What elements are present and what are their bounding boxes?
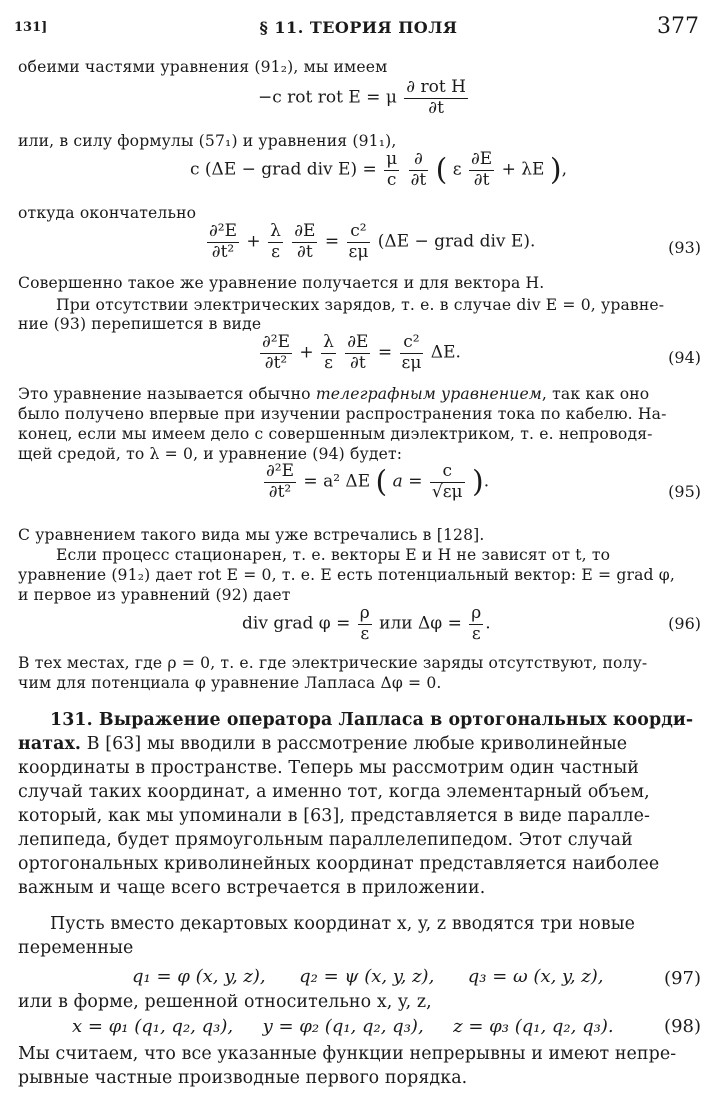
fraction (384, 150, 399, 190)
frac-den: ε (324, 352, 333, 373)
eq-term: = a² ΔE (303, 471, 371, 492)
text-line (18, 385, 704, 403)
paren: ( (375, 464, 388, 500)
frac-num: ∂²E (262, 332, 291, 352)
text-line: или, в силу формулы (57₁) и уравнения (91₁), (18, 132, 397, 150)
text-line: С уравнением такого вида мы уже встречались в [128]. (18, 526, 485, 544)
frac-num: c² (347, 222, 371, 243)
fraction (409, 150, 429, 190)
equation-number: (94) (668, 348, 701, 367)
fraction (347, 222, 371, 262)
frac-den: √εμ (431, 481, 463, 502)
equation-number: (93) (668, 238, 701, 257)
eq-term: или Δφ = (379, 613, 462, 634)
eq-term: + (299, 342, 314, 363)
frac-den: ∂t (428, 97, 444, 118)
text-line: откуда окончательно (18, 204, 197, 222)
equation-number: (97) (664, 968, 701, 989)
frac-num: ∂E (294, 221, 316, 241)
fraction (469, 150, 494, 190)
running-header (0, 14, 717, 40)
frac-num: ρ (471, 603, 482, 623)
frac-num: λ (323, 332, 334, 352)
text-span: , так как оно (541, 385, 650, 403)
section-heading (18, 710, 704, 730)
section-title: натах. (18, 734, 82, 754)
frac-num: ∂ (409, 150, 429, 171)
fraction (430, 462, 465, 502)
text-line: конец, если мы имеем дело с совершенным диэлектриком, т. е. непроводя- (18, 425, 653, 443)
equation-94 (258, 333, 461, 373)
frac-num: μ (386, 149, 398, 169)
frac-num: ρ (359, 603, 370, 623)
fraction (469, 604, 483, 644)
fraction (292, 222, 317, 262)
frac-den: ε (471, 623, 481, 644)
text-line: ние (93) перепишется в виде (18, 315, 262, 333)
eq-term: z = φ₃ (q₁, q₂, q₃). (453, 1016, 614, 1037)
fraction (264, 462, 296, 502)
fraction (358, 604, 372, 644)
text-span: Если процесс стационарен, т. е. векторы E и H не зависят от t, то (56, 546, 611, 564)
eq-term: q₁ = φ (x, y, z), (132, 966, 266, 987)
paren: ) (471, 464, 484, 500)
equation-number: (95) (668, 482, 701, 501)
text-line: Совершенно такое же уравнение получается и для вектора H. (18, 274, 545, 292)
frac-den: ∂t (297, 241, 313, 262)
fraction (268, 222, 283, 262)
equation-97 (132, 966, 604, 987)
page-number: 377 (657, 14, 699, 39)
text-span: Пусть вместо декартовых координат x, y, z вводятся три новые (50, 914, 636, 934)
text-line: ортогональных криволинейных координат представляется наиболее (18, 854, 660, 874)
frac-num: ∂E (471, 149, 493, 169)
frac-den: ∂t (410, 169, 427, 190)
equation-number: (96) (668, 614, 701, 633)
text-line: и первое из уравнений (92) дает (18, 586, 291, 604)
frac-den: ε (360, 623, 370, 644)
eq-term: ΔE. (430, 342, 461, 363)
text-line: уравнение (91₂) дает rot E = 0, т. е. E есть потенциальный вектор: E = grad φ, (18, 566, 675, 584)
eq-term: . (485, 613, 491, 634)
eq-term: q₂ = ψ (x, y, z), (299, 966, 435, 987)
text-line: который, как мы упоминали в [63], представляется в виде паралле- (18, 806, 650, 826)
frac-den: ∂t² (268, 481, 292, 502)
equation-rot-rot (258, 78, 470, 118)
eq-term: = (377, 342, 393, 363)
text-line (18, 546, 704, 564)
frac-num: ∂E (347, 332, 369, 352)
eq-term: = (324, 231, 340, 252)
frac-num: c² (400, 333, 424, 354)
text-line: чим для потенциала φ уравнение Лапласа Δφ = 0. (18, 674, 442, 692)
eq-term: (ΔE − grad div E). (377, 231, 536, 252)
frac-den: ∂t² (264, 352, 288, 373)
text-line: рывные частные производные первого порядка. (18, 1068, 468, 1088)
text-line: обеими частями уравнения (91₂), мы имеем (18, 58, 388, 76)
eq-term: −c rot rot E = μ (258, 87, 397, 108)
eq-term: + (246, 231, 261, 252)
equation-number: (98) (664, 1016, 701, 1037)
equation-96 (242, 604, 491, 644)
text-line: Мы считаем, что все указанные функции непрерывны и имеют непре- (18, 1044, 677, 1064)
text-span: Это уравнение называется обычно (18, 385, 316, 403)
eq-term: div grad φ = (242, 613, 351, 634)
paren: ) (549, 152, 562, 188)
equation-93 (205, 222, 535, 262)
frac-den: ∂t² (211, 241, 235, 262)
text-line: было получено впервые при изучении распространения тока по кабелю. На- (18, 405, 667, 423)
frac-num: λ (270, 221, 281, 241)
fraction (207, 222, 239, 262)
frac-den: ∂t (473, 169, 490, 190)
eq-term: c (ΔE − grad div E) = (190, 159, 377, 180)
fraction (260, 333, 292, 373)
text-line (18, 914, 704, 934)
eq-term: y = φ₂ (q₁, q₂, q₃), (262, 1016, 424, 1037)
text-line: щей средой, то λ = 0, и уравнение (94) будет: (18, 445, 403, 463)
text-line: переменные (18, 938, 134, 958)
text-line (18, 734, 704, 754)
eq-term: x = φ₁ (q₁, q₂, q₃), (72, 1016, 234, 1037)
fraction (404, 78, 468, 118)
section-title: 131. Выражение оператора Лапласа в ортогональных коорди- (50, 710, 694, 730)
frac-den: εμ (348, 241, 369, 262)
eq-term: a = (392, 471, 423, 492)
eq-term: , (561, 159, 567, 180)
fraction (400, 333, 424, 373)
frac-num: ∂²E (266, 461, 295, 481)
text-line: случай таких координат, а именно тот, когда элементарный объем, (18, 782, 650, 802)
frac-den: εμ (401, 352, 422, 373)
frac-den: c (386, 169, 397, 190)
frac-num: ∂ rot H (406, 77, 466, 97)
text-line: координаты в пространстве. Теперь мы рассмотрим один частный (18, 758, 639, 778)
chapter-title: § 11. ТЕОРИЯ ПОЛЯ (259, 18, 458, 37)
eq-term: + λE (501, 159, 545, 180)
text-line: важным и чаще всего встречается в приложении. (18, 878, 486, 898)
fraction (321, 333, 336, 373)
eq-term: ε (452, 159, 462, 180)
equation-98 (72, 1016, 614, 1037)
frac-den: ∂t (350, 352, 366, 373)
frac-num: c (430, 462, 465, 483)
frac-num: ∂²E (209, 221, 238, 241)
text-line (18, 296, 704, 314)
text-line: лепипеда, будет прямоугольным параллелепипедом. Этот случай (18, 830, 633, 850)
text-line: В тех местах, где ρ = 0, т. е. где электрические заряды отсутствуют, полу- (18, 654, 648, 672)
eq-term: q₃ = ω (x, y, z), (467, 966, 604, 987)
eq-term: . (483, 471, 490, 492)
text-span: При отсутствии электрических зарядов, т. е. в случае div E = 0, уравне- (56, 296, 665, 314)
text-line: или в форме, решенной относительно x, y, z, (18, 992, 432, 1012)
fraction (345, 333, 370, 373)
equation-laplace-relation (190, 150, 567, 190)
text-span: В [63] мы вводили в рассмотрение любые криволинейные (81, 734, 628, 754)
emphasis-term: телеграфным уравнением (315, 385, 542, 403)
frac-den: ε (271, 241, 280, 262)
section-ref: 131] (14, 20, 48, 35)
paren: ( (435, 152, 448, 188)
equation-95 (262, 462, 489, 502)
